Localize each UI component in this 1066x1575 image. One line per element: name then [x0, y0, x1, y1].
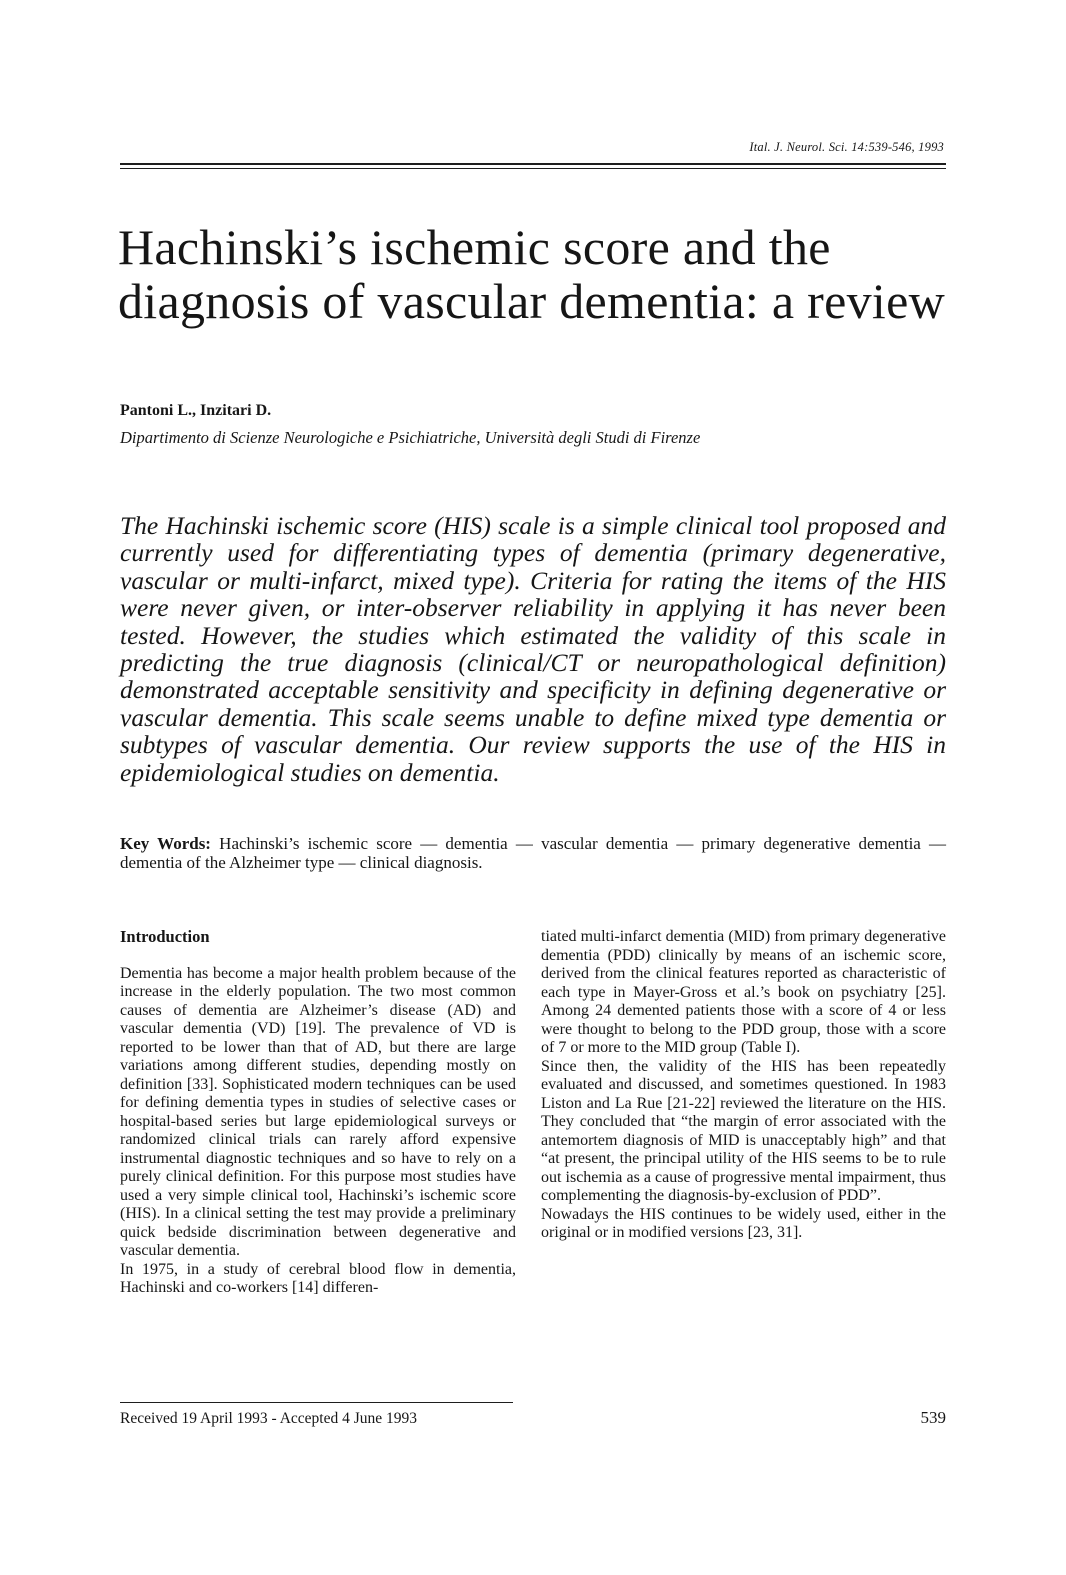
author-affiliation: Dipartimento di Scienze Neurologiche e Psichiatriche, Università degli Studi di Firenze — [120, 428, 701, 447]
keywords — [120, 834, 946, 872]
keywords-label: Key Words: — [120, 834, 211, 853]
body-paragraph: Dementia has become a major health problem because of the increase in the elderly population. The two most common causes of dementia are Alzheimer’s disease (AD) and vascular dementia (VD) [19]. The prevalence of VD is reported to be lower than that of AD, but there are large variations among different studies, depending mostly on definition [33]. Sophisticated modern techniques can be used for defining dementia types in studies of selective cases or hospital-based series but large epidemiological surveys or randomized clinical trials can rarely afford expensive instrumental diagnostic techniques and so have to rely on a purely clinical definition. For this purpose most studies have used a very simple clinical tool, Hachinski’s ischemic score (HIS). In a clinical setting the test may provide a preliminary quick bedside discrimination between degenerative and vascular dementia. — [120, 964, 516, 1259]
received-accepted-note: Received 19 April 1993 - Accepted 4 June 1993 — [120, 1410, 418, 1427]
abstract: The Hachinski ischemic score (HIS) scale is a simple clinical tool proposed and currently used for differentiating types of dementia (primary degenerative, vascular or multi-infarct, mixed type). Criteria for rating the items of the HIS were never given, or inter-observer reliability in applying it has never been tested. However, the studies which estimated the validity of this scale in predicting the true diagnosis (clinical/CT or neuropathological definition) demonstrated acceptable sensitivity and specificity in defining degenerative or vascular dementia. This scale seems unable to define mixed type dementia or subtypes of vascular dementia. Our review supports the use of the HIS in epidemiological studies on dementia. — [120, 511, 946, 787]
body-paragraph: Since then, the validity of the HIS has been repeatedly evaluated and discussed, and sometimes questioned. In 1983 Liston and La Rue [21-22] reviewed the literature on the HIS. They concluded that “the margin of error associated with the antemortem diagnosis of MID is unacceptably high” and that “at present, the principal utility of the HIS seems to be to rule out ischemia as a cause of progressive mental impairment, thus complementing the diagnosis-by-exclusion of PDD”. — [541, 1057, 946, 1204]
header-rule-thick — [120, 163, 946, 165]
right-column — [541, 928, 946, 1243]
article-authors: Pantoni L., Inzitari D. — [120, 402, 272, 419]
body-paragraph: In 1975, in a study of cerebral blood flow in dementia, Hachinski and co-workers [14] differen- — [120, 1260, 516, 1296]
footnote-rule — [120, 1402, 513, 1403]
header-rule-thin — [120, 168, 946, 169]
keywords-text: Hachinski’s ischemic score — dementia — vascular dementia — primary degenerative dementia — dementia of the Alzheimer type — clinical diagnosis. — [120, 834, 947, 872]
left-column — [120, 928, 516, 1298]
article-title: Hachinski’s ischemic score and the diagnosis of vascular dementia: a review — [118, 219, 945, 329]
section-heading-introduction: Introduction — [120, 927, 210, 946]
page-number: 539 — [920, 1408, 946, 1427]
body-paragraph: Nowadays the HIS continues to be widely used, either in the original or in modified versions [23, 31]. — [541, 1205, 946, 1241]
body-paragraph: tiated multi-infarct dementia (MID) from primary degenerative dementia (PDD) clinically by means of an ischemic score, derived from the clinical features reported as characteristic of each type in Mayer-Gross et al.’s book on psychiatry [25]. Among 24 demented patients those with a score of 4 or less were thought to belong to the PDD group, those with a score of 7 or more to the MID group (Table I). — [541, 928, 946, 1056]
journal-reference: Ital. J. Neurol. Sci. 14:539-546, 1993 — [749, 140, 944, 154]
